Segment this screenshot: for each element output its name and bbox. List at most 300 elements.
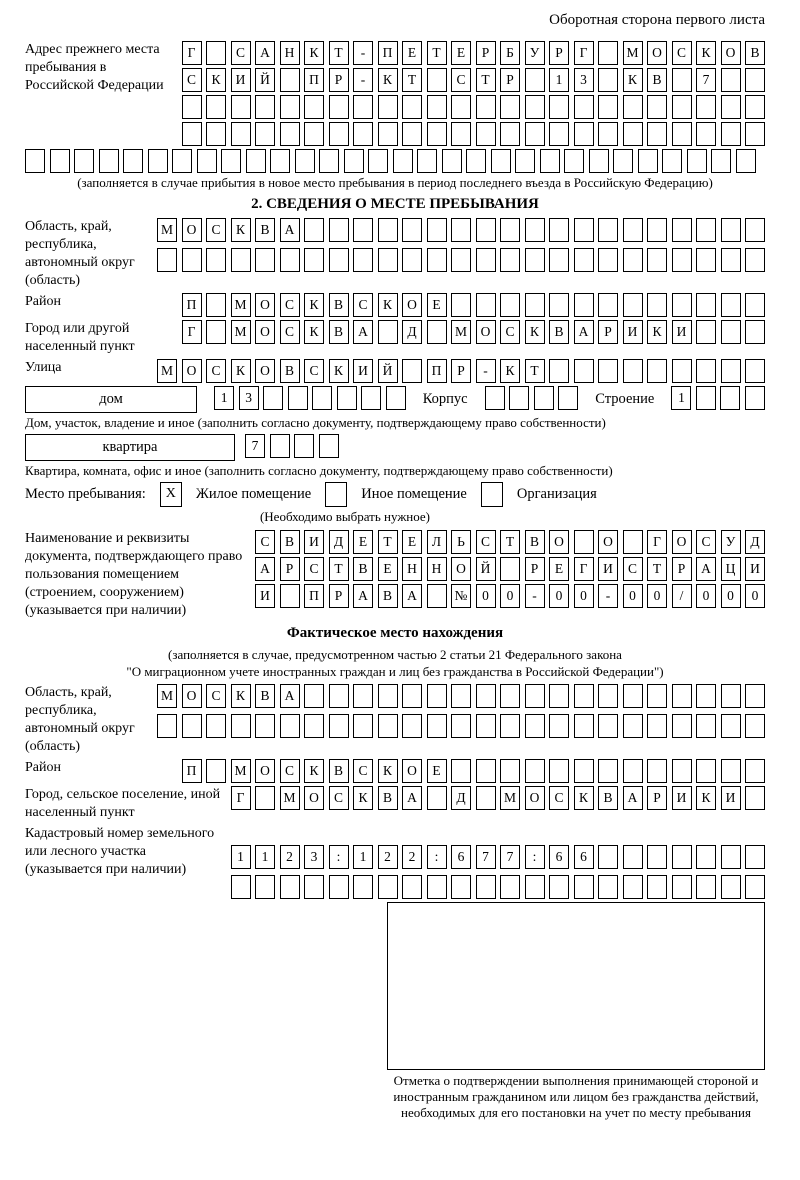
char-cell[interactable] xyxy=(280,248,300,272)
char-cell[interactable] xyxy=(99,149,119,173)
char-cell[interactable] xyxy=(623,359,643,383)
char-cell[interactable] xyxy=(451,714,471,738)
char-cell[interactable] xyxy=(427,68,447,92)
char-cell[interactable] xyxy=(696,386,716,410)
char-cell[interactable] xyxy=(206,95,226,119)
char-cell[interactable]: 0 xyxy=(500,584,520,608)
char-cell[interactable] xyxy=(182,714,202,738)
char-cell[interactable] xyxy=(721,95,741,119)
char-cell[interactable]: Г xyxy=(231,786,251,810)
char-cell[interactable] xyxy=(476,714,496,738)
char-cell[interactable] xyxy=(721,359,741,383)
char-cell[interactable] xyxy=(549,218,569,242)
char-cell[interactable] xyxy=(745,684,765,708)
char-cell[interactable] xyxy=(672,684,692,708)
char-cell[interactable]: О xyxy=(402,293,422,317)
char-cell[interactable] xyxy=(304,684,324,708)
char-cell[interactable] xyxy=(613,149,633,173)
char-cell[interactable] xyxy=(540,149,560,173)
char-cell[interactable] xyxy=(255,786,275,810)
char-cell[interactable] xyxy=(736,149,756,173)
char-cell[interactable]: С xyxy=(696,530,716,554)
char-cell[interactable] xyxy=(623,293,643,317)
checkbox-organization[interactable] xyxy=(481,482,503,507)
char-cell[interactable] xyxy=(745,386,765,410)
char-cell[interactable]: О xyxy=(721,41,741,65)
char-cell[interactable] xyxy=(525,684,545,708)
char-cell[interactable]: / xyxy=(672,584,692,608)
char-cell[interactable]: С xyxy=(623,557,643,581)
char-cell[interactable]: - xyxy=(353,41,373,65)
char-cell[interactable]: В xyxy=(598,786,618,810)
char-cell[interactable]: Е xyxy=(402,530,422,554)
char-cell[interactable] xyxy=(255,248,275,272)
char-cell[interactable]: К xyxy=(304,41,324,65)
char-cell[interactable] xyxy=(246,149,266,173)
char-cell[interactable]: И xyxy=(672,786,692,810)
char-cell[interactable] xyxy=(598,684,618,708)
char-cell[interactable]: Д xyxy=(329,530,349,554)
char-cell[interactable] xyxy=(353,122,373,146)
char-cell[interactable]: О xyxy=(255,359,275,383)
char-cell[interactable]: Т xyxy=(378,530,398,554)
char-cell[interactable]: С xyxy=(206,359,226,383)
char-cell[interactable] xyxy=(304,218,324,242)
char-cell[interactable] xyxy=(304,95,324,119)
char-cell[interactable]: 1 xyxy=(214,386,234,410)
char-cell[interactable] xyxy=(721,293,741,317)
char-cell[interactable] xyxy=(500,557,520,581)
char-cell[interactable] xyxy=(500,293,520,317)
char-cell[interactable] xyxy=(672,122,692,146)
char-cell[interactable]: Т xyxy=(476,68,496,92)
char-cell[interactable]: К xyxy=(696,786,716,810)
char-cell[interactable] xyxy=(672,359,692,383)
char-cell[interactable]: 3 xyxy=(574,68,594,92)
char-cell[interactable]: Ц xyxy=(721,557,741,581)
char-cell[interactable]: Т xyxy=(647,557,667,581)
char-cell[interactable] xyxy=(231,248,251,272)
char-cell[interactable] xyxy=(696,359,716,383)
char-cell[interactable]: С xyxy=(672,41,692,65)
char-cell[interactable] xyxy=(598,359,618,383)
char-cell[interactable]: 7 xyxy=(696,68,716,92)
char-cell[interactable]: А xyxy=(353,584,373,608)
char-cell[interactable] xyxy=(647,218,667,242)
char-cell[interactable] xyxy=(662,149,682,173)
char-cell[interactable] xyxy=(647,759,667,783)
char-cell[interactable]: - xyxy=(353,68,373,92)
char-cell[interactable] xyxy=(721,320,741,344)
char-cell[interactable]: С xyxy=(280,759,300,783)
char-cell[interactable]: В xyxy=(280,530,300,554)
char-cell[interactable] xyxy=(696,248,716,272)
char-cell[interactable] xyxy=(696,714,716,738)
char-cell[interactable] xyxy=(466,149,486,173)
char-cell[interactable] xyxy=(696,320,716,344)
char-cell[interactable] xyxy=(442,149,462,173)
char-cell[interactable] xyxy=(288,386,308,410)
char-cell[interactable] xyxy=(500,714,520,738)
char-cell[interactable]: В xyxy=(378,786,398,810)
char-cell[interactable]: У xyxy=(721,530,741,554)
char-cell[interactable]: С xyxy=(182,68,202,92)
char-cell[interactable] xyxy=(720,386,740,410)
char-cell[interactable]: Р xyxy=(329,68,349,92)
char-cell[interactable] xyxy=(451,759,471,783)
char-cell[interactable]: И xyxy=(721,786,741,810)
char-cell[interactable] xyxy=(157,248,177,272)
char-cell[interactable]: С xyxy=(353,293,373,317)
char-cell[interactable] xyxy=(623,248,643,272)
char-cell[interactable] xyxy=(294,434,314,458)
char-cell[interactable]: О xyxy=(451,557,471,581)
char-cell[interactable] xyxy=(295,149,315,173)
char-cell[interactable] xyxy=(525,122,545,146)
char-cell[interactable]: К xyxy=(329,359,349,383)
char-cell[interactable]: С xyxy=(280,320,300,344)
char-cell[interactable] xyxy=(647,95,667,119)
char-cell[interactable]: К xyxy=(353,786,373,810)
char-cell[interactable]: К xyxy=(304,320,324,344)
char-cell[interactable]: О xyxy=(476,320,496,344)
char-cell[interactable] xyxy=(589,149,609,173)
char-cell[interactable] xyxy=(427,218,447,242)
char-cell[interactable]: Р xyxy=(598,320,618,344)
char-cell[interactable] xyxy=(574,218,594,242)
char-cell[interactable]: И xyxy=(745,557,765,581)
char-cell[interactable] xyxy=(672,218,692,242)
char-cell[interactable] xyxy=(574,293,594,317)
char-cell[interactable] xyxy=(378,320,398,344)
char-cell[interactable]: 0 xyxy=(574,584,594,608)
char-cell[interactable] xyxy=(378,875,398,899)
char-cell[interactable] xyxy=(549,714,569,738)
char-cell[interactable]: 1 xyxy=(671,386,691,410)
char-cell[interactable]: Р xyxy=(451,359,471,383)
checkbox-other-premises[interactable] xyxy=(325,482,347,507)
char-cell[interactable] xyxy=(304,714,324,738)
char-cell[interactable]: 0 xyxy=(696,584,716,608)
char-cell[interactable] xyxy=(525,218,545,242)
char-cell[interactable]: А xyxy=(696,557,716,581)
char-cell[interactable] xyxy=(451,293,471,317)
char-cell[interactable]: 0 xyxy=(476,584,496,608)
char-cell[interactable]: Т xyxy=(427,41,447,65)
char-cell[interactable] xyxy=(255,714,275,738)
char-cell[interactable]: Р xyxy=(280,557,300,581)
char-cell[interactable] xyxy=(745,714,765,738)
char-cell[interactable]: С xyxy=(329,786,349,810)
char-cell[interactable] xyxy=(745,68,765,92)
char-cell[interactable] xyxy=(598,759,618,783)
char-cell[interactable] xyxy=(206,122,226,146)
char-cell[interactable]: В xyxy=(525,530,545,554)
char-cell[interactable] xyxy=(525,293,545,317)
char-cell[interactable]: Т xyxy=(329,557,349,581)
char-cell[interactable] xyxy=(344,149,364,173)
char-cell[interactable] xyxy=(206,248,226,272)
char-cell[interactable]: 2 xyxy=(378,845,398,869)
char-cell[interactable] xyxy=(623,218,643,242)
char-cell[interactable]: А xyxy=(623,786,643,810)
char-cell[interactable] xyxy=(329,875,349,899)
char-cell[interactable] xyxy=(206,714,226,738)
char-cell[interactable]: Т xyxy=(525,359,545,383)
char-cell[interactable] xyxy=(378,684,398,708)
char-cell[interactable]: М xyxy=(231,320,251,344)
char-cell[interactable]: А xyxy=(255,557,275,581)
char-cell[interactable] xyxy=(427,786,447,810)
char-cell[interactable] xyxy=(623,759,643,783)
char-cell[interactable]: 7 xyxy=(245,434,265,458)
char-cell[interactable]: Е xyxy=(402,41,422,65)
char-cell[interactable] xyxy=(711,149,731,173)
char-cell[interactable] xyxy=(509,386,529,410)
char-cell[interactable]: П xyxy=(182,759,202,783)
char-cell[interactable] xyxy=(598,845,618,869)
char-cell[interactable] xyxy=(745,875,765,899)
char-cell[interactable]: С xyxy=(500,320,520,344)
char-cell[interactable]: О xyxy=(525,786,545,810)
char-cell[interactable]: 7 xyxy=(476,845,496,869)
char-cell[interactable] xyxy=(319,434,339,458)
char-cell[interactable] xyxy=(157,714,177,738)
char-cell[interactable] xyxy=(378,95,398,119)
char-cell[interactable] xyxy=(402,248,422,272)
char-cell[interactable]: С xyxy=(549,786,569,810)
char-cell[interactable] xyxy=(304,875,324,899)
char-cell[interactable]: Т xyxy=(402,68,422,92)
char-cell[interactable] xyxy=(745,248,765,272)
char-cell[interactable] xyxy=(525,95,545,119)
char-cell[interactable] xyxy=(574,684,594,708)
char-cell[interactable] xyxy=(647,684,667,708)
char-cell[interactable]: С xyxy=(353,759,373,783)
char-cell[interactable] xyxy=(476,684,496,708)
char-cell[interactable]: М xyxy=(231,293,251,317)
char-cell[interactable] xyxy=(451,218,471,242)
char-cell[interactable] xyxy=(574,122,594,146)
char-cell[interactable] xyxy=(402,875,422,899)
char-cell[interactable] xyxy=(270,149,290,173)
char-cell[interactable] xyxy=(672,248,692,272)
char-cell[interactable] xyxy=(500,95,520,119)
char-cell[interactable]: В xyxy=(329,293,349,317)
char-cell[interactable] xyxy=(337,386,357,410)
char-cell[interactable]: К xyxy=(647,320,667,344)
char-cell[interactable] xyxy=(427,320,447,344)
char-cell[interactable] xyxy=(329,714,349,738)
char-cell[interactable] xyxy=(525,248,545,272)
char-cell[interactable]: М xyxy=(157,684,177,708)
char-cell[interactable] xyxy=(329,95,349,119)
char-cell[interactable] xyxy=(74,149,94,173)
char-cell[interactable] xyxy=(476,293,496,317)
char-cell[interactable]: В xyxy=(329,320,349,344)
char-cell[interactable]: Р xyxy=(549,41,569,65)
char-cell[interactable]: 1 xyxy=(353,845,373,869)
char-cell[interactable] xyxy=(623,845,643,869)
char-cell[interactable]: П xyxy=(304,584,324,608)
char-cell[interactable] xyxy=(721,759,741,783)
char-cell[interactable]: Е xyxy=(549,557,569,581)
char-cell[interactable] xyxy=(687,149,707,173)
char-cell[interactable] xyxy=(353,714,373,738)
char-cell[interactable] xyxy=(721,248,741,272)
char-cell[interactable] xyxy=(574,248,594,272)
char-cell[interactable]: И xyxy=(231,68,251,92)
char-cell[interactable]: М xyxy=(157,359,177,383)
char-cell[interactable] xyxy=(148,149,168,173)
char-cell[interactable] xyxy=(721,714,741,738)
char-cell[interactable] xyxy=(672,845,692,869)
char-cell[interactable] xyxy=(476,95,496,119)
char-cell[interactable]: 2 xyxy=(402,845,422,869)
char-cell[interactable] xyxy=(598,122,618,146)
char-cell[interactable]: К xyxy=(378,759,398,783)
char-cell[interactable] xyxy=(182,95,202,119)
char-cell[interactable]: 6 xyxy=(451,845,471,869)
char-cell[interactable]: - xyxy=(598,584,618,608)
char-cell[interactable] xyxy=(500,218,520,242)
char-cell[interactable] xyxy=(280,714,300,738)
char-cell[interactable] xyxy=(402,218,422,242)
char-cell[interactable]: Е xyxy=(427,293,447,317)
char-cell[interactable] xyxy=(598,41,618,65)
char-cell[interactable]: - xyxy=(525,584,545,608)
char-cell[interactable] xyxy=(745,759,765,783)
char-cell[interactable] xyxy=(598,875,618,899)
char-cell[interactable]: Г xyxy=(182,320,202,344)
char-cell[interactable] xyxy=(696,218,716,242)
char-cell[interactable]: С xyxy=(206,218,226,242)
char-cell[interactable] xyxy=(329,684,349,708)
char-cell[interactable]: У xyxy=(525,41,545,65)
char-cell[interactable] xyxy=(402,95,422,119)
char-cell[interactable]: Е xyxy=(451,41,471,65)
char-cell[interactable] xyxy=(745,786,765,810)
char-cell[interactable] xyxy=(672,68,692,92)
char-cell[interactable] xyxy=(329,122,349,146)
char-cell[interactable]: П xyxy=(427,359,447,383)
char-cell[interactable]: А xyxy=(353,320,373,344)
char-cell[interactable]: О xyxy=(598,530,618,554)
char-cell[interactable]: Г xyxy=(574,41,594,65)
char-cell[interactable]: С xyxy=(206,684,226,708)
char-cell[interactable] xyxy=(197,149,217,173)
char-cell[interactable] xyxy=(672,759,692,783)
char-cell[interactable]: Б xyxy=(500,41,520,65)
char-cell[interactable]: И xyxy=(623,320,643,344)
char-cell[interactable] xyxy=(525,68,545,92)
char-cell[interactable]: 6 xyxy=(549,845,569,869)
char-cell[interactable]: Р xyxy=(672,557,692,581)
char-cell[interactable]: Й xyxy=(255,68,275,92)
char-cell[interactable]: К xyxy=(623,68,643,92)
char-cell[interactable] xyxy=(696,759,716,783)
char-cell[interactable]: 1 xyxy=(255,845,275,869)
char-cell[interactable] xyxy=(623,122,643,146)
char-cell[interactable] xyxy=(745,218,765,242)
char-cell[interactable] xyxy=(263,386,283,410)
char-cell[interactable] xyxy=(647,248,667,272)
char-cell[interactable]: Е xyxy=(353,530,373,554)
char-cell[interactable]: К xyxy=(696,41,716,65)
char-cell[interactable]: М xyxy=(280,786,300,810)
char-cell[interactable] xyxy=(451,95,471,119)
char-cell[interactable]: Р xyxy=(329,584,349,608)
char-cell[interactable] xyxy=(427,95,447,119)
char-cell[interactable]: Е xyxy=(378,557,398,581)
char-cell[interactable] xyxy=(231,95,251,119)
char-cell[interactable] xyxy=(312,386,332,410)
char-cell[interactable]: А xyxy=(574,320,594,344)
char-cell[interactable] xyxy=(500,122,520,146)
char-cell[interactable] xyxy=(696,293,716,317)
char-cell[interactable]: 0 xyxy=(745,584,765,608)
char-cell[interactable]: К xyxy=(304,759,324,783)
char-cell[interactable] xyxy=(255,95,275,119)
char-cell[interactable] xyxy=(598,248,618,272)
char-cell[interactable] xyxy=(574,759,594,783)
char-cell[interactable]: О xyxy=(672,530,692,554)
char-cell[interactable] xyxy=(647,359,667,383)
char-cell[interactable] xyxy=(558,386,578,410)
char-cell[interactable] xyxy=(672,95,692,119)
char-cell[interactable]: 3 xyxy=(239,386,259,410)
char-cell[interactable] xyxy=(427,714,447,738)
char-cell[interactable]: О xyxy=(549,530,569,554)
char-cell[interactable]: Д xyxy=(402,320,422,344)
char-cell[interactable] xyxy=(378,248,398,272)
char-cell[interactable]: С xyxy=(304,557,324,581)
char-cell[interactable]: А xyxy=(402,786,422,810)
char-cell[interactable] xyxy=(206,41,226,65)
char-cell[interactable] xyxy=(696,684,716,708)
char-cell[interactable]: М xyxy=(623,41,643,65)
char-cell[interactable]: В xyxy=(353,557,373,581)
char-cell[interactable]: Н xyxy=(402,557,422,581)
char-cell[interactable]: А xyxy=(402,584,422,608)
char-cell[interactable]: Г xyxy=(574,557,594,581)
char-cell[interactable] xyxy=(549,248,569,272)
char-cell[interactable] xyxy=(451,875,471,899)
char-cell[interactable] xyxy=(574,530,594,554)
char-cell[interactable]: : xyxy=(329,845,349,869)
char-cell[interactable]: Н xyxy=(280,41,300,65)
char-cell[interactable]: Р xyxy=(525,557,545,581)
char-cell[interactable]: С xyxy=(304,359,324,383)
char-cell[interactable] xyxy=(491,149,511,173)
char-cell[interactable] xyxy=(500,875,520,899)
char-cell[interactable]: В xyxy=(378,584,398,608)
confirmation-stamp-box[interactable] xyxy=(387,902,765,1070)
char-cell[interactable]: А xyxy=(280,684,300,708)
char-cell[interactable]: Л xyxy=(427,530,447,554)
char-cell[interactable] xyxy=(280,68,300,92)
char-cell[interactable]: С xyxy=(476,530,496,554)
char-cell[interactable]: И xyxy=(255,584,275,608)
char-cell[interactable]: 1 xyxy=(549,68,569,92)
char-cell[interactable]: М xyxy=(157,218,177,242)
char-cell[interactable]: 0 xyxy=(647,584,667,608)
char-cell[interactable] xyxy=(500,248,520,272)
char-cell[interactable] xyxy=(623,684,643,708)
char-cell[interactable]: 0 xyxy=(721,584,741,608)
char-cell[interactable] xyxy=(255,875,275,899)
char-cell[interactable] xyxy=(378,122,398,146)
